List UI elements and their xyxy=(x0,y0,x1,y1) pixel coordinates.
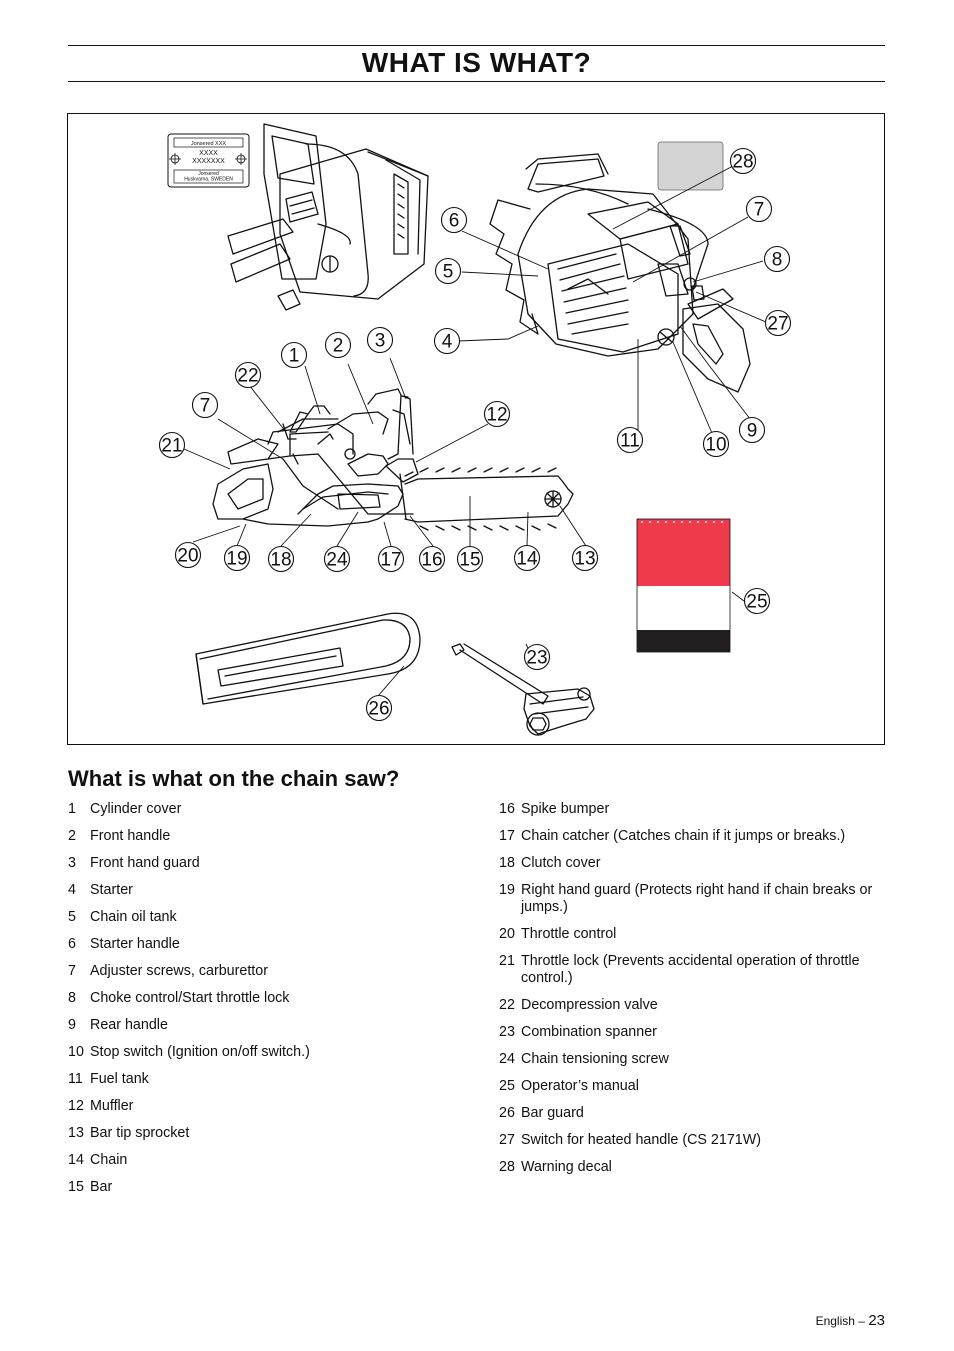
callout-12 xyxy=(485,402,510,427)
part-item xyxy=(68,1152,468,1169)
svg-text:4: 4 xyxy=(441,331,453,353)
callout-9 xyxy=(740,418,765,443)
part-item xyxy=(499,1078,885,1095)
svg-text:7: 7 xyxy=(199,395,211,417)
saw-side-view xyxy=(213,389,573,530)
svg-text:22: 22 xyxy=(237,365,259,387)
part-label: Chain catcher (Catches chain if it jumps or breaks.) xyxy=(521,828,846,844)
part-item xyxy=(68,1071,468,1088)
page-footer xyxy=(816,1312,885,1329)
part-label: Throttle control xyxy=(521,926,617,942)
part-label: Front handle xyxy=(90,828,171,844)
part-item xyxy=(68,1179,468,1196)
diagram-svg xyxy=(68,114,884,744)
callout-26 xyxy=(367,696,392,721)
part-item xyxy=(68,1017,468,1034)
svg-text:10: 10 xyxy=(705,434,727,456)
svg-text:9: 9 xyxy=(746,420,758,442)
svg-text:18: 18 xyxy=(270,549,292,571)
part-number: 22 xyxy=(499,997,515,1013)
part-label: Stop switch (Ignition on/off switch.) xyxy=(90,1044,310,1060)
part-number: 5 xyxy=(68,909,76,925)
part-number: 1 xyxy=(68,801,76,817)
callout-22 xyxy=(236,363,261,388)
section-heading: What is what on the chain saw? xyxy=(68,766,400,791)
part-number: 12 xyxy=(68,1098,84,1114)
combination-spanner xyxy=(452,644,594,735)
callout-5 xyxy=(436,259,461,284)
callout-19 xyxy=(225,546,250,571)
part-item xyxy=(68,855,468,872)
callout-25 xyxy=(745,589,770,614)
plate-maker: Jonsered xyxy=(198,171,219,177)
part-item xyxy=(499,926,885,943)
parts-list-right xyxy=(499,801,885,1186)
svg-text:8: 8 xyxy=(771,249,783,271)
part-item xyxy=(68,801,468,818)
callout-27 xyxy=(766,311,791,336)
callout-2 xyxy=(326,333,351,358)
svg-text:6: 6 xyxy=(448,210,460,232)
callout-16 xyxy=(420,547,445,572)
part-label: Rear handle xyxy=(90,1017,168,1033)
part-label: Combination spanner xyxy=(521,1024,657,1040)
footer-language: English xyxy=(815,1314,855,1328)
svg-text:28: 28 xyxy=(732,151,754,173)
part-item xyxy=(68,1125,468,1142)
part-label: Switch for heated handle (CS 2171W) xyxy=(521,1132,761,1148)
part-item xyxy=(499,882,885,916)
svg-text:2: 2 xyxy=(332,335,344,357)
part-label: Starter handle xyxy=(90,936,180,952)
chainsaw-diagram xyxy=(67,113,885,745)
part-number: 6 xyxy=(68,936,76,952)
part-label: Front hand guard xyxy=(90,855,200,871)
part-number: 26 xyxy=(499,1105,515,1121)
part-label: Adjuster screws, carburettor xyxy=(90,963,268,979)
svg-text:21: 21 xyxy=(161,435,183,457)
part-label: Decompression valve xyxy=(521,997,658,1013)
part-number: 21 xyxy=(499,953,515,969)
callout-24 xyxy=(325,547,350,572)
part-label: Bar xyxy=(90,1179,113,1195)
plate-code: XXXX xyxy=(199,150,218,157)
serial-plate xyxy=(168,134,249,187)
part-label: Operator’s manual xyxy=(521,1078,639,1094)
parts-list-left xyxy=(68,801,468,1206)
part-label: Right hand guard (Protects right hand if chain breaks or jumps.) xyxy=(521,882,873,915)
part-label: Clutch cover xyxy=(521,855,601,871)
part-label: Throttle lock (Prevents accidental operation of throttle control.) xyxy=(521,953,860,986)
part-item xyxy=(499,1105,885,1122)
svg-text:26: 26 xyxy=(368,698,390,720)
part-number: 28 xyxy=(499,1159,515,1175)
svg-text:15: 15 xyxy=(459,549,481,571)
callout-6 xyxy=(442,208,467,233)
part-item xyxy=(499,1051,885,1068)
part-label: Chain tensioning screw xyxy=(521,1051,669,1067)
part-number: 25 xyxy=(499,1078,515,1094)
callout-14 xyxy=(515,546,540,571)
part-label: Choke control/Start throttle lock xyxy=(90,990,290,1006)
callout-7-top xyxy=(747,197,772,222)
svg-text:7: 7 xyxy=(753,199,765,221)
svg-text:27: 27 xyxy=(767,313,789,335)
part-number: 7 xyxy=(68,963,76,979)
part-label: Starter xyxy=(90,882,133,898)
part-number: 17 xyxy=(499,828,515,844)
part-number: 24 xyxy=(499,1051,515,1067)
callout-28 xyxy=(731,149,756,174)
svg-text:1: 1 xyxy=(288,345,300,367)
callout-7-side xyxy=(193,393,218,418)
svg-text:24: 24 xyxy=(326,549,348,571)
part-number: 2 xyxy=(68,828,76,844)
part-number: 4 xyxy=(68,882,76,898)
part-number: 20 xyxy=(499,926,515,942)
svg-text:19: 19 xyxy=(226,548,248,570)
part-label: Cylinder cover xyxy=(90,801,182,817)
part-label: Warning decal xyxy=(521,1159,612,1175)
part-item xyxy=(68,882,468,899)
plate-model: Jonsered XXX xyxy=(190,141,227,147)
part-item xyxy=(499,953,885,987)
callout-23 xyxy=(525,645,550,670)
part-item xyxy=(68,990,468,1007)
part-item xyxy=(68,1044,468,1061)
callout-3 xyxy=(368,328,393,353)
svg-text:12: 12 xyxy=(486,404,508,426)
svg-text:13: 13 xyxy=(574,548,596,570)
callout-10 xyxy=(704,432,729,457)
part-label: Chain oil tank xyxy=(90,909,177,925)
part-label: Bar tip sprocket xyxy=(90,1125,190,1141)
top-rule xyxy=(68,45,885,46)
part-item xyxy=(499,801,885,818)
part-number: 11 xyxy=(68,1071,83,1087)
part-number: 14 xyxy=(68,1152,84,1168)
part-number: 19 xyxy=(499,882,515,898)
part-number: 27 xyxy=(499,1132,515,1148)
part-item xyxy=(68,828,468,845)
plate-serial: XXXXXXX xyxy=(192,158,225,165)
part-number: 18 xyxy=(499,855,515,871)
part-item xyxy=(68,963,468,980)
svg-text:14: 14 xyxy=(516,548,538,570)
part-number: 9 xyxy=(68,1017,76,1033)
page-number: 23 xyxy=(868,1312,885,1329)
part-item xyxy=(499,1024,885,1041)
part-item xyxy=(499,1159,885,1176)
operators-manual xyxy=(637,519,730,652)
svg-text:11: 11 xyxy=(620,430,640,452)
part-number: 3 xyxy=(68,855,76,871)
callout-18 xyxy=(269,547,294,572)
bar-guard xyxy=(196,613,420,704)
callout-1 xyxy=(282,343,307,368)
part-number: 8 xyxy=(68,990,76,1006)
callout-8 xyxy=(765,247,790,272)
svg-text:17: 17 xyxy=(380,549,402,571)
svg-text:3: 3 xyxy=(374,330,386,352)
part-number: 15 xyxy=(68,1179,84,1195)
title-underline xyxy=(68,81,885,82)
svg-text:25: 25 xyxy=(746,591,768,613)
callout-4 xyxy=(435,329,460,354)
footer-dash: – xyxy=(858,1314,865,1328)
part-number: 13 xyxy=(68,1125,84,1141)
part-label: Spike bumper xyxy=(521,801,610,817)
callout-13 xyxy=(573,546,598,571)
svg-text:5: 5 xyxy=(442,261,454,283)
part-item xyxy=(68,909,468,926)
callout-20 xyxy=(176,543,201,568)
part-item xyxy=(68,1098,468,1115)
part-number: 16 xyxy=(499,801,515,817)
part-item xyxy=(68,936,468,953)
page-title: WHAT IS WHAT? xyxy=(361,47,592,78)
part-label: Chain xyxy=(90,1152,128,1168)
part-item xyxy=(499,855,885,872)
part-item xyxy=(499,828,885,845)
warning-decal xyxy=(658,142,723,190)
part-label: Muffler xyxy=(90,1098,134,1114)
saw-rear-view xyxy=(228,124,428,310)
part-label: Bar guard xyxy=(521,1105,584,1121)
plate-location: Huskvarna, SWEDEN xyxy=(184,176,233,183)
part-item xyxy=(499,997,885,1014)
callout-11 xyxy=(618,428,643,453)
svg-text:16: 16 xyxy=(421,549,443,571)
part-item xyxy=(499,1132,885,1149)
svg-text:20: 20 xyxy=(177,545,199,567)
callout-21 xyxy=(160,433,185,458)
svg-text:23: 23 xyxy=(526,647,548,669)
part-number: 10 xyxy=(68,1044,84,1060)
part-label: Fuel tank xyxy=(90,1071,149,1087)
callout-17 xyxy=(379,547,404,572)
callout-15 xyxy=(458,547,483,572)
part-number: 23 xyxy=(499,1024,515,1040)
